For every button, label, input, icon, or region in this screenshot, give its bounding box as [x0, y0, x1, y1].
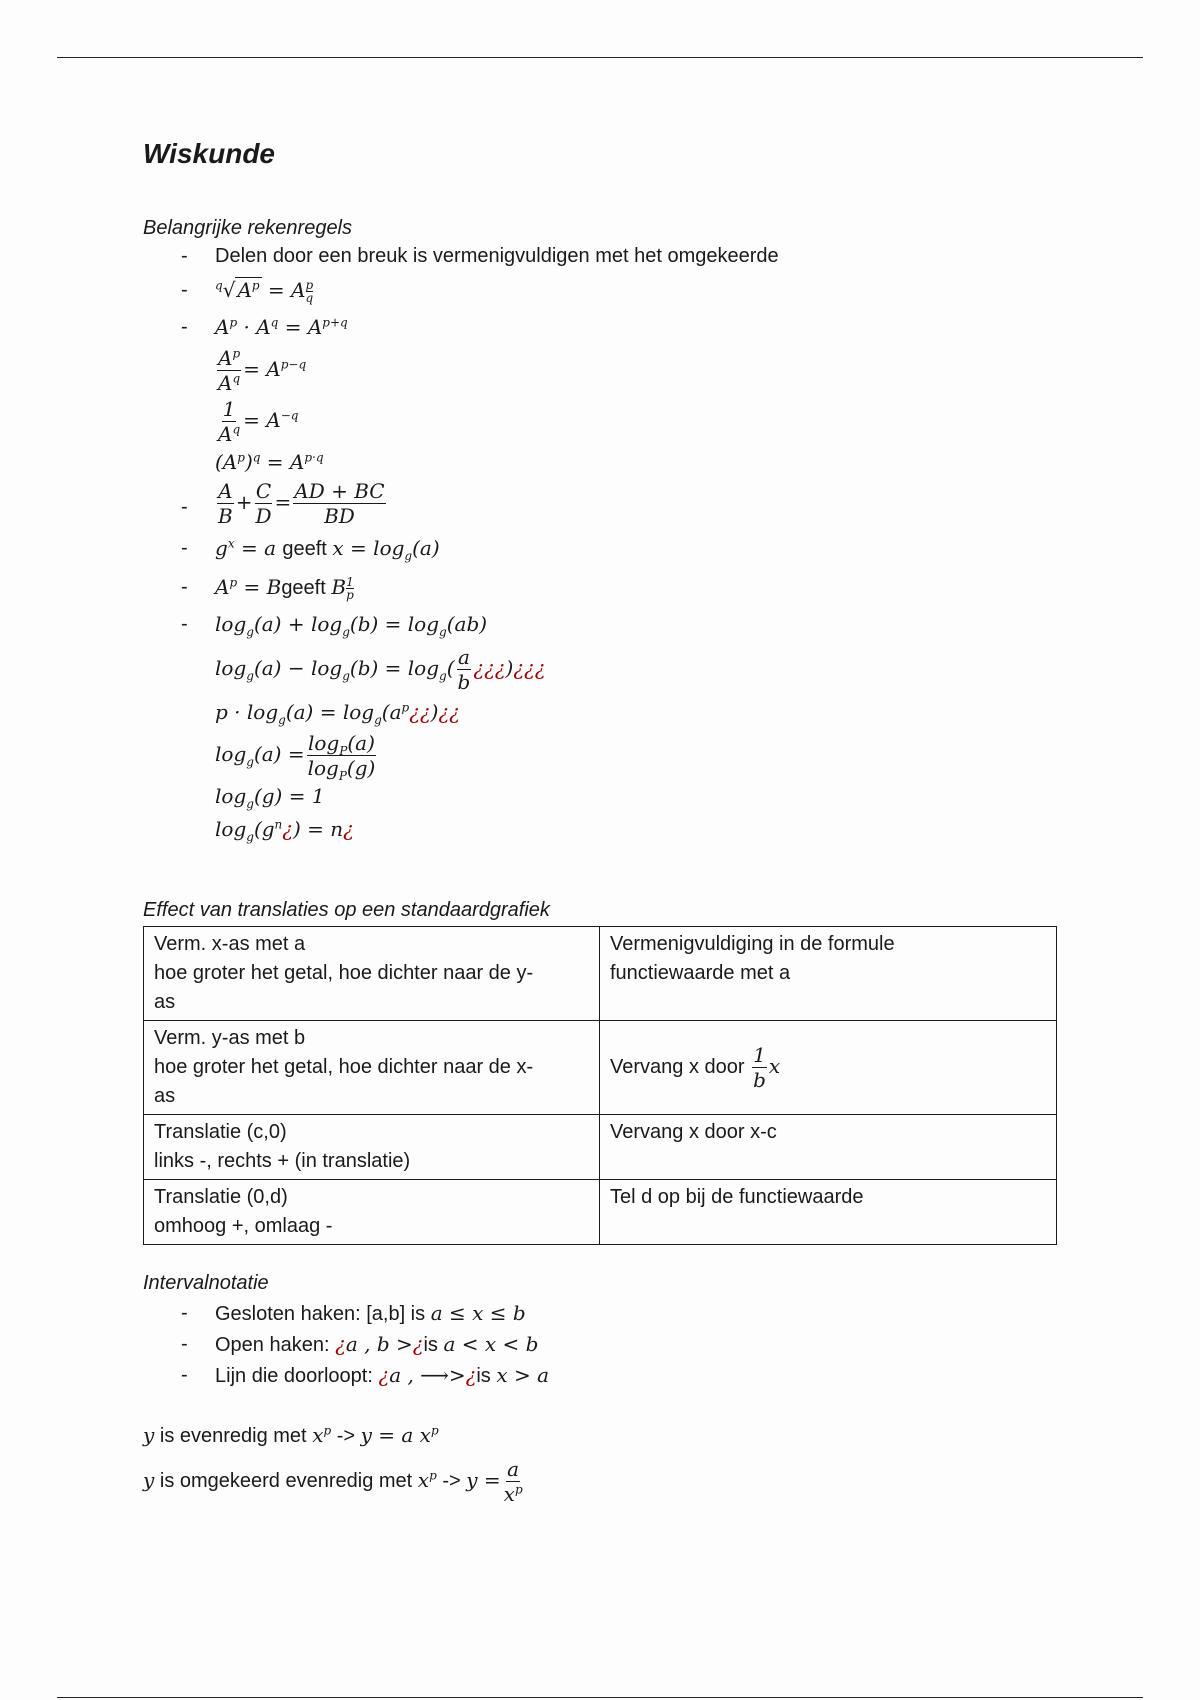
omgekeerd-text: is omgekeerd evenredig met: [159, 1470, 413, 1492]
formula-line: [143, 397, 1063, 446]
list-item: [143, 1330, 1063, 1359]
formula-quotient: $\frac{A^p}{A^q}$ = $A^{p-q}$: [218, 346, 307, 395]
table-cell: [144, 1180, 600, 1245]
list-item: [143, 242, 1063, 270]
list-dash: -: [181, 245, 188, 267]
list-item-root: [143, 276, 1063, 305]
section-heading-interval: Intervalnotatie: [143, 1272, 269, 1294]
list-dash: -: [181, 316, 188, 338]
list-item: [143, 1299, 1063, 1328]
exponent-fraction: $\frac{p}{q}$: [305, 278, 314, 306]
list-item: [143, 1361, 1063, 1390]
table-cell: [600, 1115, 1057, 1180]
list-dash: -: [181, 1364, 188, 1386]
formula-log: $x = \log_g(a)$: [332, 536, 440, 563]
formula-log-self: $\log_g(g) = 1$: [215, 784, 325, 811]
formula-exp: $g^x = a$: [215, 536, 283, 560]
table-cell: [144, 927, 600, 1021]
formula-product: $A^p \cdot A^q = A^{p+q}$: [215, 315, 348, 339]
list-item-fraction-sum: [143, 479, 1063, 528]
formula-line: [143, 698, 1063, 727]
formula-line: [143, 448, 1063, 477]
translation-table: [143, 926, 1057, 1245]
omgekeerd-line: y is omgekeerd evenredig met $x^p -> y$ = $\frac{a}{x^p}$: [143, 1457, 1063, 1506]
formula-ray: ¿a , ⟶>¿: [378, 1363, 477, 1387]
list-dash: -: [181, 1302, 188, 1324]
table-row: [144, 927, 1057, 1021]
cell-text: Vervang x door: [610, 1056, 745, 1078]
list-dash: -: [181, 496, 188, 518]
interval-text: Open haken:: [215, 1334, 330, 1356]
formula-inverse: y = $\frac{a}{x^p}$: [466, 1457, 523, 1506]
formula-negative: $\frac{1}{A^q}$ = $A^{-q}$: [218, 397, 299, 446]
list-dash: -: [181, 613, 188, 635]
cell-line: links -, rechts + (in translatie): [154, 1150, 411, 1172]
rule-text: Delen door een breuk is vermenigvuldigen met het omgekeerde: [215, 245, 779, 267]
evenredig-line: y is evenredig met $x^p -> y = a$ $x^p$: [143, 1423, 439, 1447]
cell-line: Translatie (0,d): [154, 1186, 288, 1208]
formula-line: [143, 815, 1063, 844]
cell-line: hoe groter het getal, hoe dichter naar de y-: [154, 962, 534, 984]
list-dash: -: [181, 576, 188, 598]
table-row: [144, 1115, 1057, 1180]
page-content: [143, 138, 1063, 1506]
formula-ray-ineq: x > a: [496, 1363, 550, 1387]
cell-line: Vervang x door x-c: [610, 1121, 777, 1143]
formula-log-base-change: $\log_g(a)$ = $\frac{\log_P(a)}{\log_P(g)}$: [215, 731, 376, 783]
cell-line: as: [154, 1085, 176, 1107]
table-cell: [600, 1021, 1057, 1115]
exponent-fraction: $\frac{1}{p}$: [346, 575, 354, 603]
cell-line: as: [154, 991, 176, 1013]
table-cell: [600, 1180, 1057, 1245]
arrow-text: ->: [336, 1425, 356, 1447]
section-heading-rekenregels: Belangrijke rekenregels: [143, 217, 353, 239]
formula-log-power: $p \cdot \log_g(a)$ = $\log_g(a^p¿¿)¿¿$: [215, 700, 460, 727]
header-rule: [57, 57, 1143, 58]
formula-line: [143, 645, 1063, 694]
table-cell: [600, 927, 1057, 1021]
formula-root: $^q$√ $A^p = A$ $\frac{p}{q}$: [215, 278, 314, 306]
cell-line: Tel d op bij de functiewaarde: [610, 1186, 864, 1208]
formula-fraction-sum: $\frac{A}{B}$ + $\frac{C}{D}$ = $\frac{AD + BC}{BD}$: [218, 479, 385, 528]
table-row: [144, 1021, 1057, 1115]
formula-open: ¿a , b >¿: [335, 1332, 424, 1356]
formula-log-difference: $\log_g(a) - \log_g(b) = \log_g$( $\frac{a}{b}$ ¿¿¿)¿¿¿: [215, 645, 546, 694]
cell-line: hoe groter het getal, hoe dichter naar de x-: [154, 1056, 534, 1078]
formula-power-of-power: $(A^p)^q = A^{p\cdot q}$: [215, 450, 324, 474]
list-dash: -: [181, 279, 188, 301]
list-dash: -: [181, 1333, 188, 1355]
list-item-power: [143, 313, 1063, 342]
arrow-text: ->: [442, 1470, 461, 1492]
formula-ap-b: $A^p = B$: [215, 575, 282, 599]
is-text: is: [476, 1365, 491, 1387]
interval-text: Lijn die doorloopt:: [215, 1365, 373, 1387]
formula-log-sum: $\log_g(a) + \log_g(b) = \log_g(ab)$: [215, 612, 488, 639]
formula-line: [143, 731, 1063, 783]
table-cell: [144, 1115, 600, 1180]
page-title: Wiskunde: [143, 138, 275, 169]
interval-text: Gesloten haken: [a,b] is: [215, 1303, 426, 1325]
list-item-log-def: [143, 534, 1063, 563]
geeft-text: geeft: [281, 577, 326, 599]
cell-line: Verm. y-as met b: [154, 1027, 306, 1049]
evenredig-text: is evenredig met: [159, 1425, 307, 1447]
formula-direct: y = a $x^p$: [360, 1423, 439, 1447]
geeft-text: geeft: [282, 538, 327, 560]
formula-line: [143, 782, 1063, 811]
is-text: is: [423, 1334, 438, 1356]
formula-open-ineq: a < x < b: [443, 1332, 539, 1356]
formula-one-over-b: $\frac{1}{b}$ x: [753, 1043, 781, 1092]
footer-rule: [57, 1697, 1143, 1698]
list-item-root-def: [143, 573, 1063, 602]
list-dash: -: [181, 537, 188, 559]
cell-line: Vermenigvuldiging in de formule: [610, 933, 895, 955]
section-heading-translaties: Effect van translaties op een standaardgrafiek: [143, 899, 550, 921]
formula-log-gn: $\log_g(g^n¿)$ = n¿: [215, 817, 354, 844]
formula-line: [143, 346, 1063, 395]
table-row: [144, 1180, 1057, 1245]
list-item-log-sum: [143, 610, 1063, 639]
formula-b-root: B $\frac{1}{p}$: [331, 575, 354, 603]
table-cell: [144, 1021, 600, 1115]
formula-closed: a ≤ x ≤ b: [430, 1301, 526, 1325]
cell-line: Verm. x-as met a: [154, 933, 306, 955]
cell-line: Translatie (c,0): [154, 1121, 287, 1143]
cell-line: functiewaarde met a: [610, 962, 791, 984]
cell-line: [610, 1043, 1046, 1092]
cell-line: omhoog +, omlaag -: [154, 1215, 333, 1237]
